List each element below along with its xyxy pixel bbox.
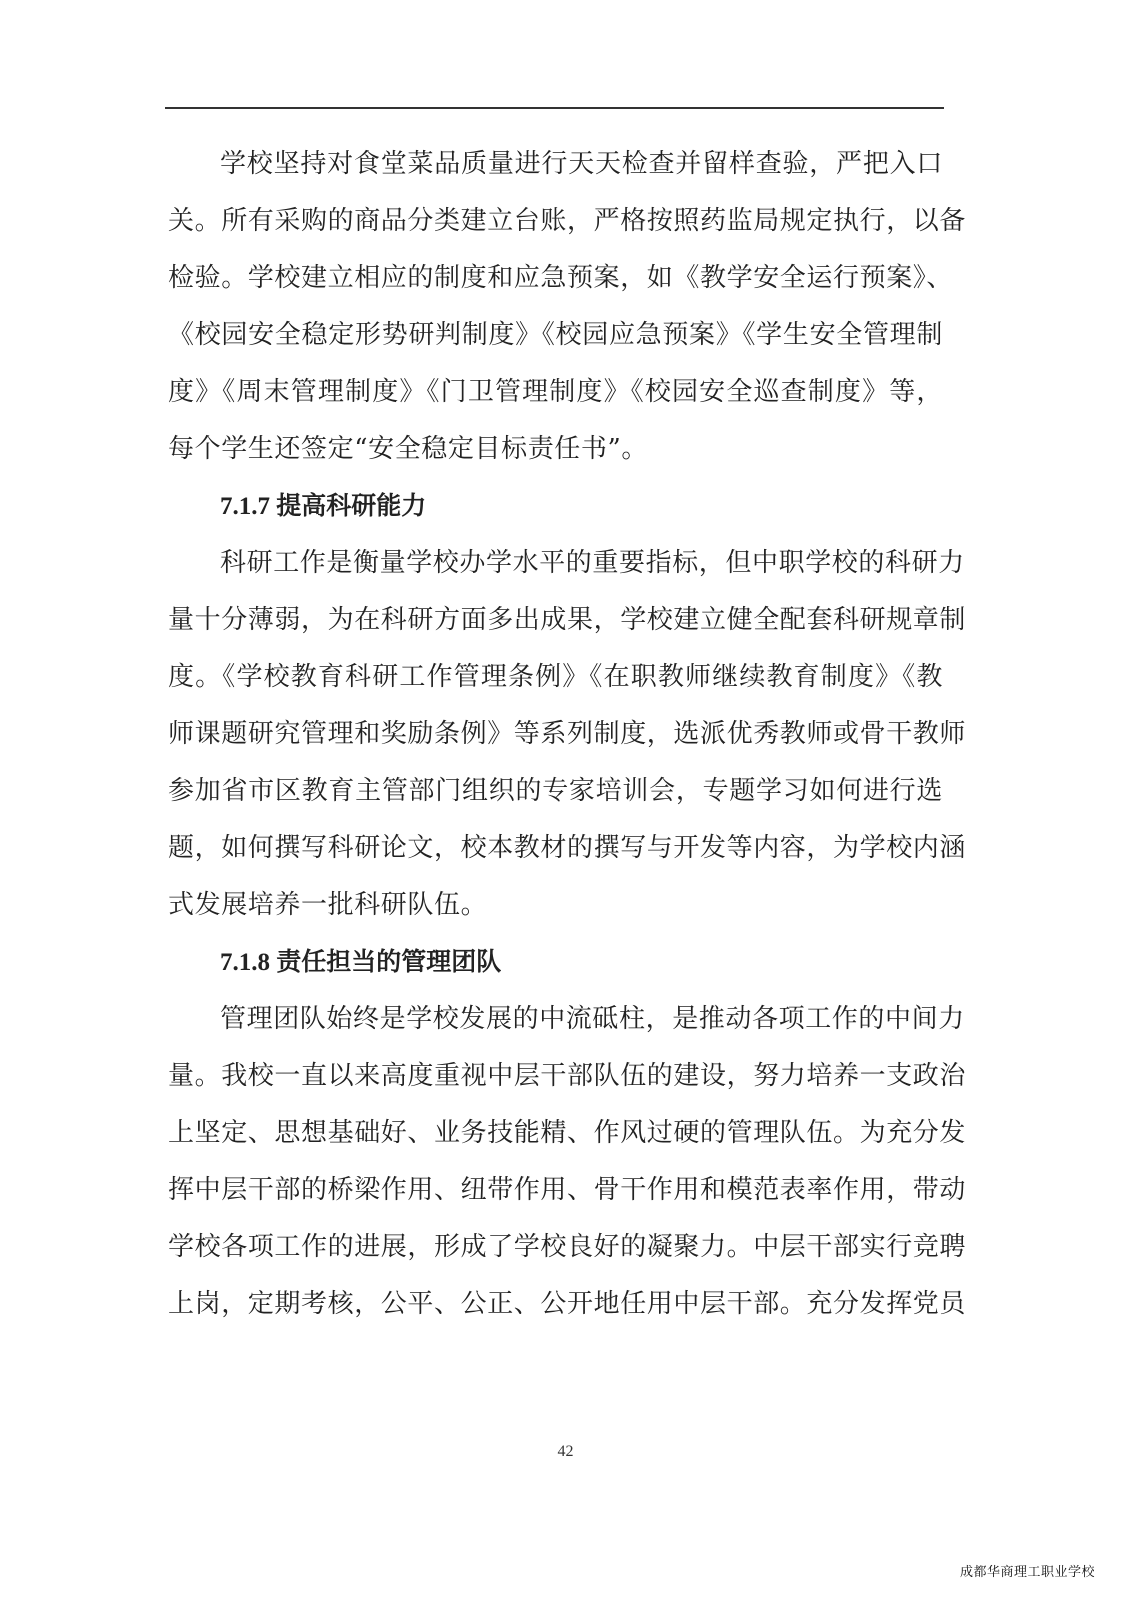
text-line: 科研工作是衡量学校办学水平的重要指标，但中职学校的科研力 [220,548,965,578]
section-heading-7-1-8: 7.1.8 责任担当的管理团队 [220,949,502,976]
text-line: 《校园安全稳定形势研判制度》《校园应急预案》《学生安全管理制 [168,320,943,350]
text-line: 师课题研究管理和奖励条例》等系列制度，选派优秀教师或骨干教师 [168,719,967,749]
page-number: 42 [557,1443,574,1460]
text-line: 式发展培养一批科研队伍。 [168,890,488,920]
text-line: 挥中层干部的桥梁作用、纽带作用、骨干作用和模范表率作用，带动 [168,1175,967,1205]
text-line: 参加省市区教育主管部门组织的专家培训会，专题学习如何进行选 [168,776,943,806]
text-line: 题，如何撰写科研论文，校本教材的撰写与开发等内容，为学校内涵 [168,833,967,863]
paragraph-food-safety [168,136,967,478]
text-line: 量。我校一直以来高度重视中层干部队伍的建设，努力培养一支政治 [168,1061,967,1091]
paragraph-research [168,535,967,934]
footer-institution: 成都华商理工职业学校 [959,1565,1095,1580]
text-line: 学校各项工作的进展，形成了学校良好的凝聚力。中层干部实行竞聘 [168,1232,967,1262]
text-line: 每个学生还签定“安全稳定目标责任书”。 [168,434,648,464]
paragraph-management-team [168,991,967,1333]
text-line: 度。《学校教育科研工作管理条例》《在职教师继续教育制度》《教 [168,662,943,692]
text-line: 上坚定、思想基础好、业务技能精、作风过硬的管理队伍。为充分发 [168,1118,967,1148]
text-line: 关。所有采购的商品分类建立台账，严格按照药监局规定执行，以备 [168,206,967,236]
header-rule [165,107,944,109]
document-body [168,136,967,1333]
text-line: 管理团队始终是学校发展的中流砥柱，是推动各项工作的中间力 [220,1004,965,1034]
text-line: 检验。学校建立相应的制度和应急预案，如《教学安全运行预案》、 [168,263,954,293]
section-heading-7-1-7: 7.1.7 提高科研能力 [220,493,427,520]
text-line: 量十分薄弱，为在科研方面多出成果，学校建立健全配套科研规章制 [168,605,967,635]
text-line: 学校坚持对食堂菜品质量进行天天检查并留样查验，严把入口 [220,149,943,179]
text-line: 上岗，定期考核，公平、公正、公开地任用中层干部。充分发挥党员 [168,1289,967,1319]
text-line: 度》《周末管理制度》《门卫管理制度》《校园安全巡查制度》等， [168,377,943,407]
